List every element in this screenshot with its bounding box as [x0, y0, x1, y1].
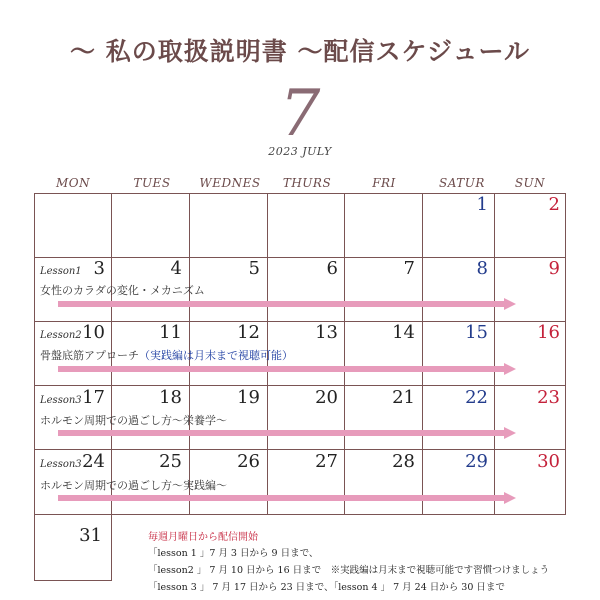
lesson-arrow: [58, 495, 504, 501]
day-25: 25: [159, 451, 182, 472]
lesson-tag: Lesson1: [40, 266, 82, 277]
day-1: 1: [476, 194, 488, 215]
day-5: 5: [248, 258, 260, 279]
day-11: 11: [159, 322, 182, 343]
grid-vline: [494, 193, 495, 514]
day-13: 13: [315, 322, 338, 343]
grid-vline: [422, 193, 423, 514]
grid-vline: [34, 193, 35, 580]
day-27: 27: [315, 451, 338, 472]
day-2: 2: [548, 194, 560, 215]
lesson-arrow: [58, 366, 504, 372]
lesson-tag: Lesson3: [40, 395, 82, 406]
day-19: 19: [237, 387, 260, 408]
lesson-tag: Lesson2: [40, 330, 82, 341]
notes-line: 「lesson2 」 7 月 10 日から 16 日まで ※実践編は月末まで視聴可能です習慣つけましょう: [148, 565, 550, 576]
day-14: 14: [392, 322, 415, 343]
day-4: 4: [170, 258, 182, 279]
grid-vline: [344, 193, 345, 514]
grid-hline: [34, 580, 112, 581]
lesson-arrow: [58, 430, 504, 436]
lesson-arrow: [58, 301, 504, 307]
lesson-tag: Lesson3: [40, 459, 82, 470]
month-number: 7: [279, 77, 321, 151]
lesson-description: ホルモン周期での過ごし方〜実践編〜: [40, 479, 227, 492]
page-title: 〜 私の取扱説明書 〜配信スケジュール: [70, 37, 530, 66]
day-17: 17: [82, 387, 105, 408]
day-16: 16: [537, 322, 560, 343]
notes-line: 「lesson 3 」 7 月 17 日から 23 日まで、「lesson 4 」 7 月 24 日から 30 日まで: [148, 582, 505, 593]
grid-hline: [34, 449, 566, 450]
day-7: 7: [403, 258, 415, 279]
weekday-wed: WEDNES: [199, 176, 261, 190]
weekday-fri: FRI: [372, 176, 396, 190]
weekday-mon: MON: [55, 176, 91, 190]
lesson-description: ホルモン周期での過ごし方〜栄養学〜: [40, 414, 227, 427]
day-30: 30: [537, 451, 560, 472]
weekday-sat: SATUR: [439, 176, 485, 190]
notes-line: 「lesson 1 」7 月 3 日から 9 日まで、: [148, 548, 319, 559]
grid-hline: [34, 514, 566, 515]
day-23: 23: [537, 387, 560, 408]
weekday-sun: SUN: [514, 176, 546, 190]
grid-vline: [111, 193, 112, 580]
lesson-description: 骨盤底筋アプローチ（実践編は月末まで視聴可能）: [40, 349, 293, 362]
day-31: 31: [79, 525, 102, 546]
day-20: 20: [315, 387, 338, 408]
day-9: 9: [548, 258, 560, 279]
day-12: 12: [237, 322, 260, 343]
weekday-thu: THURS: [282, 176, 332, 190]
day-8: 8: [476, 258, 488, 279]
day-10: 10: [82, 322, 105, 343]
lesson-note: （実践編は月末まで視聴可能）: [139, 349, 293, 362]
day-15: 15: [465, 322, 488, 343]
weekday-tue: TUES: [133, 176, 171, 190]
day-18: 18: [159, 387, 182, 408]
day-29: 29: [465, 451, 488, 472]
day-6: 6: [326, 258, 338, 279]
day-22: 22: [465, 387, 488, 408]
notes-heading: 毎週月曜日から配信開始: [148, 532, 258, 543]
day-3: 3: [93, 258, 105, 279]
day-24: 24: [82, 451, 105, 472]
grid-hline: [34, 385, 566, 386]
day-21: 21: [392, 387, 415, 408]
grid-vline: [565, 193, 566, 514]
year-label: 2023 JULY: [268, 145, 332, 158]
day-26: 26: [237, 451, 260, 472]
lesson-description: 女性のカラダの変化・メカニズム: [40, 284, 205, 297]
day-28: 28: [392, 451, 415, 472]
